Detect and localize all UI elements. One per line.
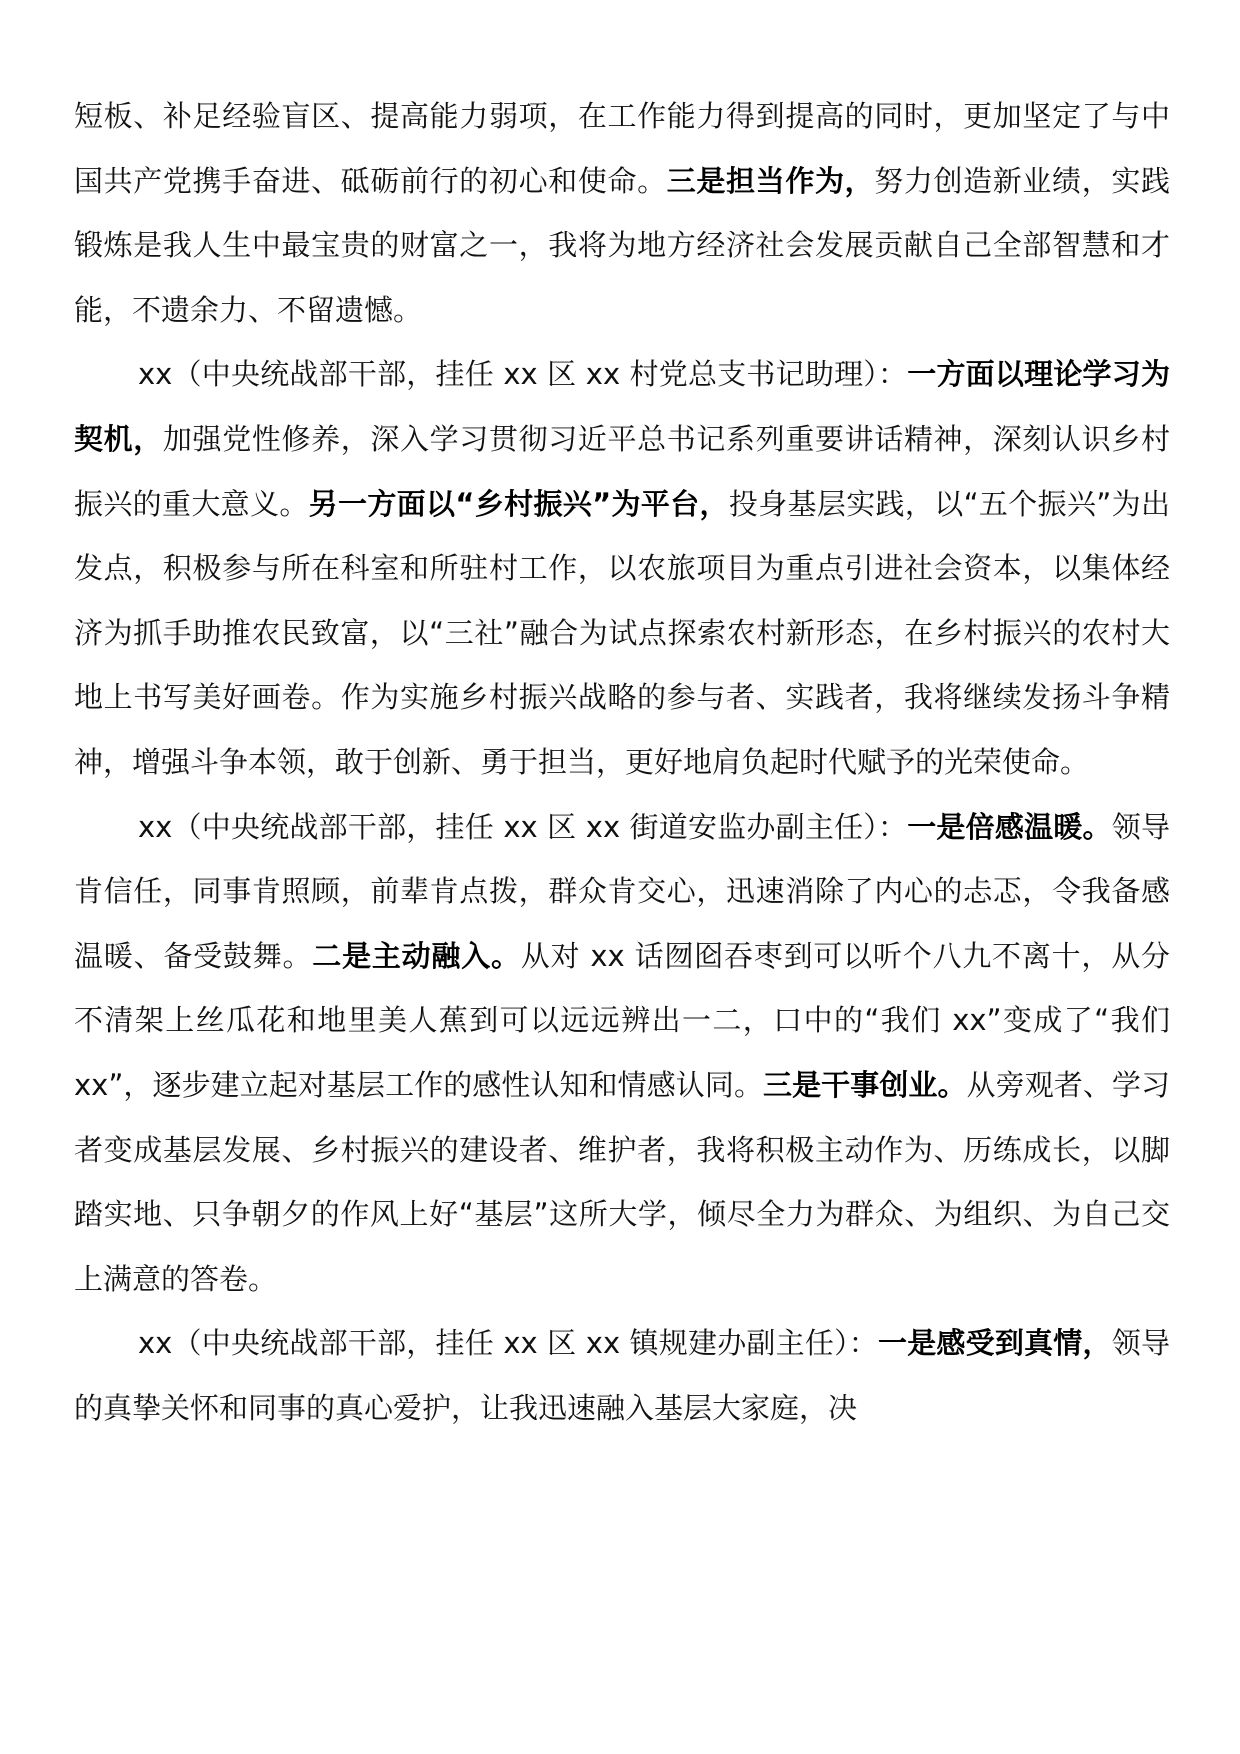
paragraph-village-assistant xyxy=(74,342,1170,794)
text-run: 加强党性修养，深入学习贯彻习近平总书记系列重要讲话精神，深刻认识乡村振兴的重大意义。 xyxy=(74,421,1170,521)
bold-heading: 另一方面以“乡村振兴”为平台， xyxy=(308,486,729,521)
bold-heading: 一方面以理论学习为契机， xyxy=(74,357,1170,456)
bold-heading: 三是干事创业。 xyxy=(763,1067,967,1102)
text-run: 领导的真挚关怀和同事的真心爱护，让我迅速融入基层大家庭，决 xyxy=(74,1326,1170,1425)
paragraph-town-planning-office xyxy=(74,1311,1170,1440)
paragraph-street-safety-office xyxy=(74,795,1170,1312)
text-run: 领导肯信任，同事肯照顾，前辈肯点拨，群众肯交心，迅速消除了内心的忐忑，令我备感温暖、备受鼓舞。 xyxy=(74,809,1170,973)
text-run: 投身基层实践，以“五个振兴”为出发点，积极参与所在科室和所驻村工作，以农旅项目为重点引进社会资本，以集体经济为抓手助推农民致富，以“三社”融合为试点探索农村新形态，在乡村振兴的农村大地上书写美好画卷。作为实施乡村振兴战略的参与者、实践者，我将继续发扬斗争精神，增强斗争本领，敢于创新、勇于担当，更好地肩负起时代赋予的光荣使命。 xyxy=(74,486,1170,779)
speaker-intro: xx（中央统战部干部，挂任 xx 区 xx 村党总支书记助理）： xyxy=(138,357,908,392)
document-body xyxy=(74,84,1170,1440)
speaker-intro: xx（中央统战部干部，挂任 xx 区 xx 镇规建办副主任）： xyxy=(138,1326,878,1361)
text-run: 从对 xx 话囫囵吞枣到可以听个八九不离十，从分不清架上丝瓜花和地里美人蕉到可以远远辨出一二，口中的“我们 xx”变成了“我们 xx”，逐步建立起对基层工作的感性认知和情感认同。 xyxy=(74,938,1170,1102)
bold-heading: 一是倍感温暖。 xyxy=(907,809,1112,844)
bold-heading: 三是担当作为， xyxy=(666,163,875,198)
bold-heading: 一是感受到真情， xyxy=(878,1326,1112,1361)
text-run: 短板、补足经验盲区、提高能力弱项，在工作能力得到提高的同时，更加坚定了与中国共产党携手奋进、砥砺前行的初心和使命。 xyxy=(74,99,1170,198)
speaker-intro: xx（中央统战部干部，挂任 xx 区 xx 街道安监办副主任）： xyxy=(138,809,908,844)
text-run: 努力创造新业绩，实践锻炼是我人生中最宝贵的财富之一，我将为地方经济社会发展贡献自己全部智慧和才能，不遗余力、不留遗憾。 xyxy=(74,163,1170,327)
paragraph-continuation xyxy=(74,84,1170,342)
text-run: 从旁观者、学习者变成基层发展、乡村振兴的建设者、维护者，我将积极主动作为、历练成长，以脚踏实地、只争朝夕的作风上好“基层”这所大学，倾尽全力为群众、为组织、为自己交上满意的答卷。 xyxy=(74,1067,1170,1296)
bold-heading: 二是主动融入。 xyxy=(312,938,521,973)
